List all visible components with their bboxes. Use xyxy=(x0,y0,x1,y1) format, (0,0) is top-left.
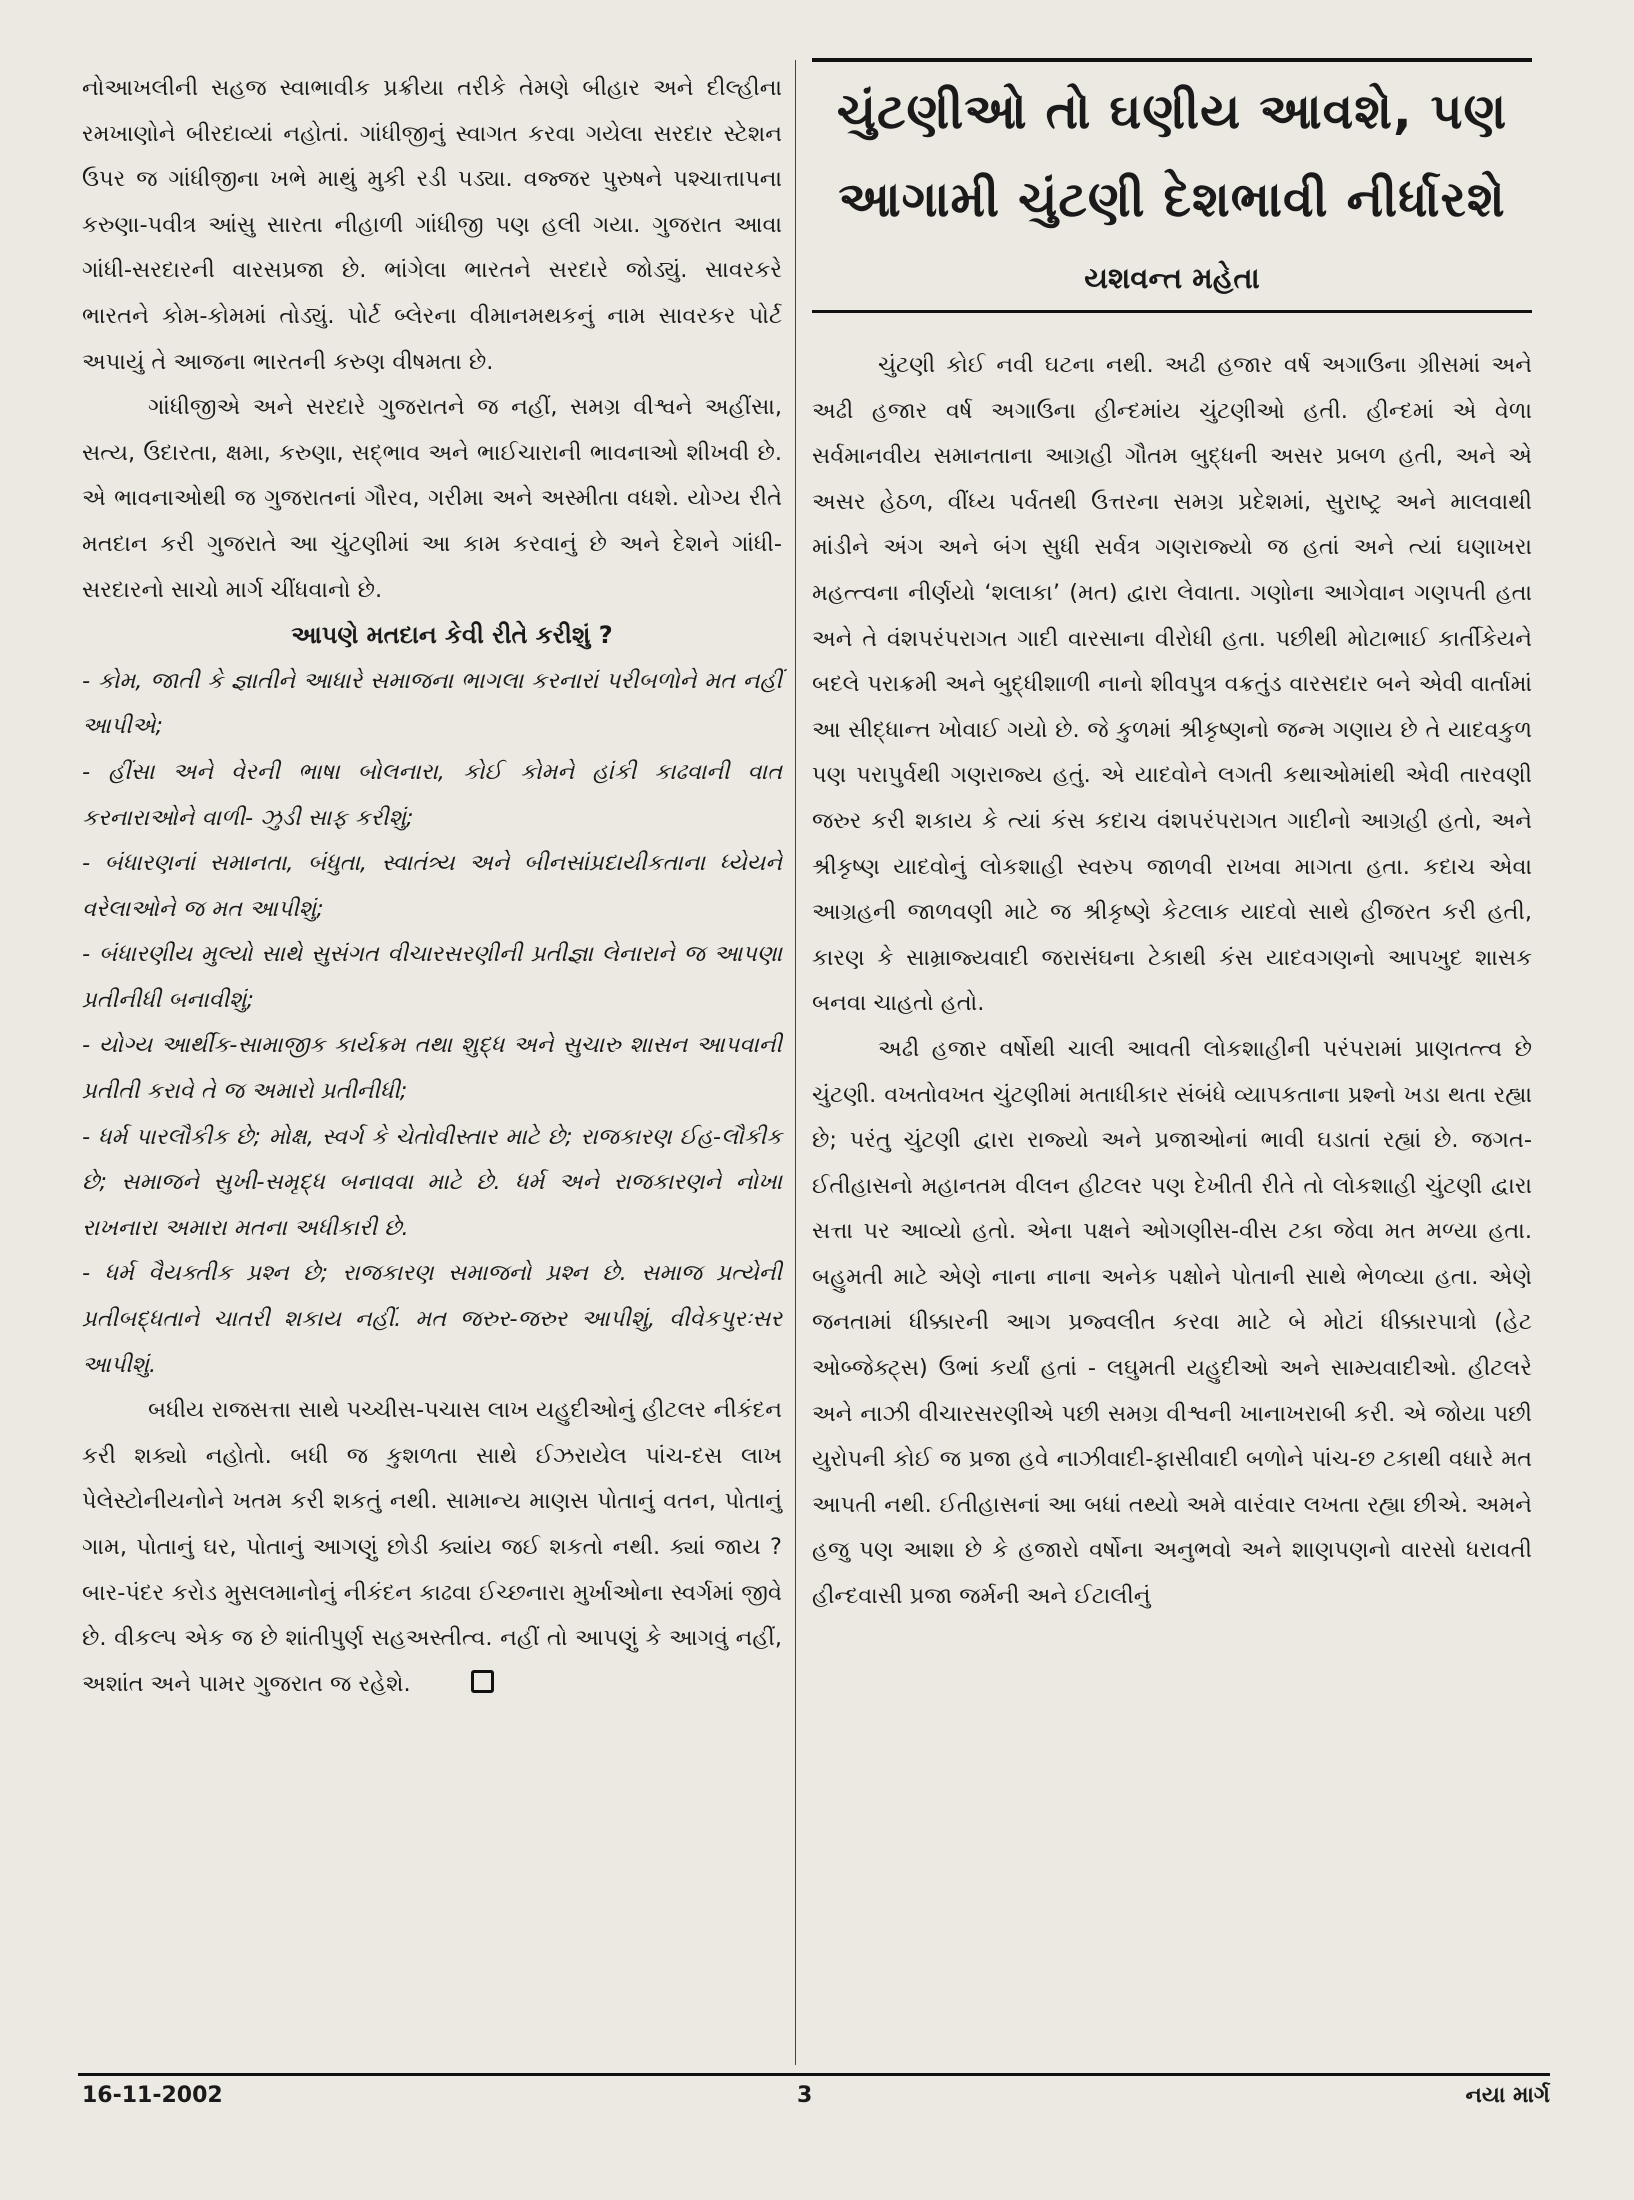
title-top-rule xyxy=(812,58,1532,62)
pledge-item: - બંધારણીય મુલ્યો સાથે સુસંગત વીચારસરણીની પ્રતીજ્ઞા લેનારાને જ આપણા પ્રતીનીધી બનાવીશું; xyxy=(82,941,782,1013)
pledge-item: - ધર્મ પારલૌકીક છે; મોક્ષ, સ્વર્ગ કે ચેતોવીસ્તાર માટે છે; રાજકારણ ઈહ-લૌકીક છે; સમાજને સુખી-સમૃદ્ધ બનાવવા માટે છે. ધર્મ અને રાજકારણને નોખા રાખનારા અમારા મતના અધીકારી છે. xyxy=(82,1123,782,1241)
article-paragraph-1: ચુંટણી કોઈ નવી ઘટના નથી. અઢી હજાર વર્ષ અગાઉના ગ્રીસમાં અને અઢી હજાર વર્ષ અગાઉના હીન્દમાંય ચુંટણીઓ હતી. હીન્દમાં એ વેળા સર્વમાનવીય સમાનતાના આગ્રહી ગૌતમ બુદ્ધની અસર પ્રબળ હતી, અને એ અસર હેઠળ, વીંધ્ય પર્વતથી ઉત્તરના સમગ્ર પ્રદેશમાં, સુરાષ્ટ્ર અને માલવાથી માંડીને અંગ અને બંગ સુધી સર્વત્ર ગણરાજ્યો જ હતાં અને ત્યાં ઘણાખરા મહત્ત્વના નીર્ણયો ‘શલાકા’ (મત) દ્વારા લેવાતા. ગણોના આગેવાન ગણપતી હતા અને તે વંશપરંપરાગત ગાદી વારસાના વીરોધી હતા. પછીથી મોટાભાઈ કાર્તીકેયને બદલે પરાક્રમી અને બુદ્ધીશાળી નાનો શીવપુત્ર વક્રતુંડ વારસદાર બને એવી વાર્તામાં આ સીદ્ધાન્ત ખોવાઈ ગયો છે. જે કુળમાં શ્રીકૃષ્ણનો જન્મ ગણાય છે તે યાદવકુળ પણ પરાપુર્વથી ગણરાજ્ય હતું. એ યાદવોને લગતી કથાઓમાંથી એવી તારવણી જરુર કરી શકાય કે ત્યાં કંસ કદાચ વંશપરંપરાગત ગાદીનો આગ્રહી હતો, અને શ્રીકૃષ્ણ યાદવોનું લોકશાહી સ્વરુપ જાળવી રાખવા માગતા હતા. કદાચ એવા આગ્રહની જાળવણી માટે જ શ્રીકૃષ્ણે કેટલાક યાદવો સાથે હીજરત કરી હતી, કારણ કે સામ્રાજ્યવાદી જરાસંઘના ટેકાથી કંસ યાદવગણનો આપખુદ શાસક બનવા ચાહતો હતો. xyxy=(812,352,1532,1017)
article-byline: યશવન્ત મહેતા xyxy=(1084,261,1260,295)
end-of-article-icon xyxy=(471,1670,494,1693)
footer-rule xyxy=(78,2073,1550,2076)
left-paragraph-2: ગાંધીજીએ અને સરદારે ગુજરાતને જ નહીં, સમગ્ર વીશ્વને અહીંસા, સત્ય, ઉદારતા, ક્ષમા, કરુણા, સદ્ભાવ અને ભાઈચારાની ભાવનાઓ શીખવી છે. એ ભાવનાઓથી જ ગુજરાતનાં ગૌરવ, ગરીમા અને અસ્મીતા વધશે. યોગ્ય રીતે મતદાન કરી ગુજરાતે આ ચુંટણીમાં આ કામ કરવાનું છે અને દેશને ગાંધી-સરદારનો સાચો માર્ગ ચીંધવાનો છે. xyxy=(82,394,782,603)
right-column xyxy=(812,58,1532,1620)
pledge-item: - હીંસા અને વેરની ભાષા બોલનારા, કોઈ કોમને હાંકી કાઢવાની વાત કરનારાઓને વાળી- ઝુડી સાફ કરીશું; xyxy=(82,758,782,831)
pledge-item: - ધર્મ વૈયક્તીક પ્રશ્ન છે; રાજકારણ સમાજનો પ્રશ્ન છે. સમાજ પ્રત્યેની પ્રતીબદ્ધતાને ચાતરી શકાય નહીં. મત જરુર-જરુર આપીશું, વીવેકપુરઃસર આપીશું. xyxy=(82,1260,782,1378)
article-title xyxy=(812,68,1532,244)
article-title-line-2: આગામી ચુંટણી દેશભાવી નીર્ધારશે xyxy=(838,171,1506,228)
page-number: 3 xyxy=(797,2083,813,2108)
byline-rule xyxy=(812,310,1532,313)
left-paragraph-1: નોઆખલીની સહજ સ્વાભાવીક પ્રક્રીયા તરીકે તેમણે બીહાર અને દીલ્હીના રમખાણોને બીરદાવ્યાં નહોતાં. ગાંધીજીનું સ્વાગત કરવા ગયેલા સરદાર સ્ટેશન ઉપર જ ગાંધીજીના ખભે માથું મુકી રડી પડ્યા. વજ્જર પુરુષને પશ્ચાત્તાપના કરુણા-પવીત્ર આંસુ સારતા નીહાળી ગાંધીજી પણ હલી ગયા. ગુજરાત આવા ગાંધી-સરદારની વારસપ્રજા છે. ભાંગેલા ભારતને સરદારે જોડ્યું. સાવરકરે ભારતને કોમ-કોમમાં તોડ્યું. પોર્ટ બ્લેરના વીમાનમથકનું નામ સાવરકર પોર્ટ અપાયું તે આજના ભારતની કરુણ વીષમતા છે. xyxy=(82,75,782,375)
left-column xyxy=(82,66,782,1707)
left-paragraph-3-text: બધીય રાજસત્તા સાથે પચ્ચીસ-પચાસ લાખ યહુદીઓનું હીટલર નીકંદન કરી શક્યો નહોતો. બધી જ કુશળતા સાથે ઈઝરાયેલ પાંચ-દસ લાખ પેલેસ્ટોનીયનોને ખતમ કરી શકતું નથી. સામાન્ય માણસ પોતાનું વતન, પોતાનું ગામ, પોતાનું ઘર, પોતાનું આગણું છોડી ક્યાંય જઈ શકતો નથી. ક્યાં જાય ? બાર-પંદર કરોડ મુસલમાનોનું નીકંદન કાઢવા ઈચ્છનારા મુર્ખાઓના સ્વર્ગમાં જીવે છે. વીકલ્પ એક જ છે શાંતીપુર્ણ સહઅસ્તીત્વ. નહીં તો આપણું કે આગવું નહીં, અશાંત અને પામર ગુજરાત જ રહેશે. xyxy=(82,1397,782,1697)
pledge-item: - યોગ્ય આર્થીક-સામાજીક કાર્યક્રમ તથા શુદ્ધ અને સુચારુ શાસન આપવાની પ્રતીતી કરાવે તે જ અમારો પ્રતીનીધી; xyxy=(82,1032,782,1105)
issue-date: 16-11-2002 xyxy=(82,2083,223,2108)
pledge-item: - કોમ, જાતી કે જ્ઞાતીને આધારે સમાજના ભાગલા કરનારાં પરીબળોને મત નહીં આપીએ; xyxy=(82,667,782,740)
column-divider xyxy=(795,60,796,2065)
voting-question-heading: આપણે મતદાન કેવી રીતે કરીશું ? xyxy=(291,621,613,650)
page-footer xyxy=(82,2083,1550,2123)
pledge-item: - બંધારણનાં સમાનતા, બંધુતા, સ્વાતંત્ર્ય અને બીનસાંપ્રદાયીકતાના ધ્યેયને વરેલાઓને જ મત આપીશું; xyxy=(82,850,782,922)
article-title-line-1: ચુંટણીઓ તો ઘણીય આવશે, પણ xyxy=(836,83,1508,140)
article-paragraph-2: અઢી હજાર વર્ષોથી ચાલી આવતી લોકશાહીની પરંપરામાં પ્રાણતત્ત્વ છે ચુંટણી. વખતોવખત ચુંટણીમાં મતાધીકાર સંબંધે વ્યાપકતાના પ્રશ્નો ખડા થતા રહ્યા છે; પરંતુ ચુંટણી દ્વારા રાજ્યો અને પ્રજાઓનાં ભાવી ઘડાતાં રહ્યાં છે. જગત-ઈતીહાસનો મહાનતમ વીલન હીટલર પણ દેખીતી રીતે તો લોકશાહી ચુંટણી દ્વારા સત્તા પર આવ્યો હતો. એના પક્ષને ઓગણીસ-વીસ ટકા જેવા મત મળ્યા હતા. બહુમતી માટે એણે નાના નાના અનેક પક્ષોને પોતાની સાથે ભેળવ્યા હતા. એણે જનતામાં ધીક્કારની આગ પ્રજ્વલીત કરવા માટે બે મોટાં ધીક્કારપાત્રો (હેટ ઓબ્જેક્ટ્સ) ઉભાં કર્યાં હતાં - લઘુમતી યહુદીઓ અને સામ્યવાદીઓ. હીટલરે અને નાઝી વીચારસરણીએ પછી સમગ્ર વીશ્વની ખાનાખરાબી કરી. એ જોયા પછી યુરોપની કોઈ જ પ્રજા હવે નાઝીવાદી-ફાસીવાદી બળોને પાંચ-છ ટકાથી વધારે મત આપતી નથી. ઈતીહાસનાં આ બધાં તથ્યો અમે વારંવાર લખતા રહ્યા છીએ. અમને હજુ પણ આશા છે કે હજારો વર્ષોના અનુભવો અને શાણપણનો વારસો ધરાવતી હીન્દવાસી પ્રજા જર્મની અને ઈટાલીનું xyxy=(812,1035,1532,1610)
voting-pledge-list xyxy=(82,659,782,1389)
publication-name: નયા માર્ગ xyxy=(1465,2083,1550,2108)
left-paragraph-3 xyxy=(82,1388,782,1707)
